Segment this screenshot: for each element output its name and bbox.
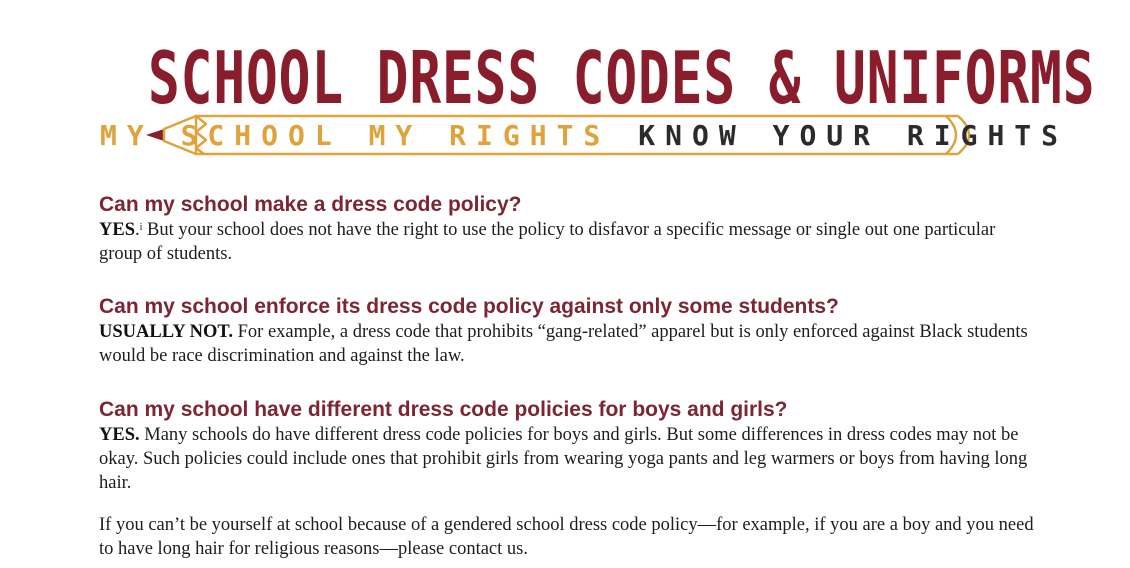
tagline	[100, 118, 1069, 152]
faq-question: Can my school have different dress code policies for boys and girls?	[99, 398, 788, 421]
footnote-marker[interactable]: i	[139, 222, 143, 233]
closing-paragraph: If you can’t be yourself at school because of a gendered school dress code policy—for example, if you are a boy and you need to have long hair for religious reasons—please contact us.	[99, 515, 1034, 559]
faq-question: Can my school make a dress code policy?	[99, 193, 522, 216]
pencil-banner	[100, 112, 1069, 158]
faq-item	[99, 397, 1039, 495]
answer-lead-punct: .	[135, 220, 140, 240]
answer-text: For example, a dress code that prohibits “gang-related” apparel but is only enforced against Black students would be race discrimination and against the law.	[99, 322, 1028, 366]
faq-content	[99, 192, 1039, 561]
faq-item	[99, 192, 1039, 266]
main-title: SCHOOL DRESS CODES & UNIFORMS	[148, 36, 1096, 121]
faq-item	[99, 294, 1039, 368]
faq-answer	[99, 423, 1039, 495]
page-header	[0, 0, 1130, 170]
faq-answer	[99, 218, 1039, 266]
answer-lead: YES.	[99, 425, 140, 445]
faq-answer	[99, 320, 1039, 368]
tagline-know-your-rights: KNOW YOUR RIGHTS	[638, 118, 1069, 152]
answer-lead: YES	[99, 220, 135, 240]
answer-text: Many schools do have different dress code policies for boys and girls. But some differences in dress codes may not be okay. Such policies could include ones that prohibit girls from wearing yoga pants and leg warmers or boys from having long hair.	[99, 425, 1028, 493]
answer-text: But your school does not have the right to use the policy to disfavor a specific message or single out one particular group of students.	[99, 220, 996, 264]
answer-lead: USUALLY NOT.	[99, 322, 233, 342]
tagline-my-school-my-rights: MY SCHOOL MY RIGHTS	[100, 118, 611, 152]
faq-question: Can my school enforce its dress code policy against only some students?	[99, 295, 839, 318]
